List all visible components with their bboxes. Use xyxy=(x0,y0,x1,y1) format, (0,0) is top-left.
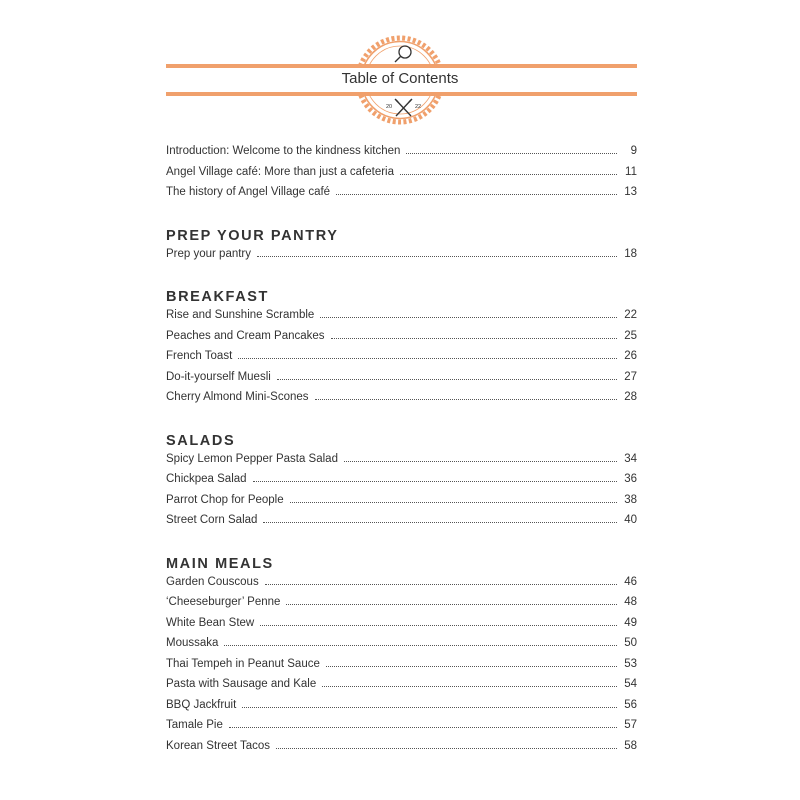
toc-section xyxy=(166,433,637,535)
toc-section xyxy=(166,289,637,412)
entry-title: French Toast xyxy=(166,350,233,362)
dot-leader xyxy=(406,152,617,154)
entry-title: Korean Street Tacos xyxy=(166,739,270,752)
dot-leader xyxy=(238,357,617,359)
dot-leader xyxy=(277,378,617,380)
toc-entry[interactable] xyxy=(166,309,637,330)
dot-leader xyxy=(331,337,617,339)
page-number: 22 xyxy=(624,309,637,321)
toc-entry[interactable] xyxy=(166,637,637,658)
page-number: 46 xyxy=(624,575,637,588)
entry-title: Cherry Almond Mini-Scones xyxy=(166,391,309,403)
dot-leader xyxy=(229,726,617,728)
dot-leader xyxy=(242,706,617,708)
entry-title: Tamale Pie xyxy=(166,719,223,731)
entry-title: Moussaka xyxy=(166,637,219,649)
page-number: 11 xyxy=(625,165,637,178)
toc-entry[interactable] xyxy=(166,576,637,597)
dot-leader xyxy=(260,624,617,626)
entry-title: Do-it-yourself Muesli xyxy=(166,370,271,383)
entry-title: Spicy Lemon Pepper Pasta Salad xyxy=(166,452,338,465)
toc-entry[interactable] xyxy=(166,617,637,638)
section-heading: PREP YOUR PANTRY xyxy=(166,227,339,244)
entry-title: Street Corn Salad xyxy=(166,514,258,526)
dot-leader xyxy=(336,193,617,195)
entry-title: Pasta with Sausage and Kale xyxy=(166,678,317,690)
toc-entry[interactable] xyxy=(166,473,637,494)
dot-leader xyxy=(326,665,617,667)
page-number: 28 xyxy=(624,391,637,403)
entry-title: ‘Cheeseburger’ Penne xyxy=(166,596,281,608)
page-number: 57 xyxy=(624,719,637,731)
page-number: 58 xyxy=(624,739,637,752)
toc-entry[interactable] xyxy=(166,330,637,351)
page-number: 54 xyxy=(624,678,637,690)
toc-entry[interactable] xyxy=(166,391,637,412)
entry-title: Introduction: Welcome to the kindness kitchen xyxy=(166,145,401,157)
dot-leader xyxy=(286,603,617,605)
toc-entry[interactable] xyxy=(166,596,637,617)
page-number: 25 xyxy=(624,329,637,342)
toc-entry[interactable] xyxy=(166,678,637,699)
section-heading: BREAKFAST xyxy=(166,289,270,305)
dot-leader xyxy=(253,480,617,482)
toc-section xyxy=(166,228,637,269)
dot-leader xyxy=(290,501,617,503)
entry-title: Chickpea Salad xyxy=(166,473,247,485)
toc-entry[interactable] xyxy=(166,350,637,371)
dot-leader xyxy=(257,255,617,257)
page-number: 9 xyxy=(630,145,637,157)
dot-leader xyxy=(315,398,617,400)
dot-leader xyxy=(265,583,617,585)
toc-entry[interactable] xyxy=(166,658,637,679)
entry-title: Peaches and Cream Pancakes xyxy=(166,329,325,342)
toc-entry[interactable] xyxy=(166,699,637,720)
toc-entry[interactable] xyxy=(166,371,637,392)
dot-leader xyxy=(224,644,617,646)
toc-entry[interactable] xyxy=(166,719,637,740)
page-number: 26 xyxy=(624,350,637,362)
toc-entry[interactable] xyxy=(166,145,637,166)
entry-title: Prep your pantry xyxy=(166,247,252,260)
dot-leader xyxy=(344,460,617,462)
page-number: 48 xyxy=(624,596,637,608)
page-number: 27 xyxy=(624,370,637,383)
page-number: 49 xyxy=(624,616,637,629)
entry-title: Thai Tempeh in Peanut Sauce xyxy=(166,657,320,670)
toc-entry[interactable] xyxy=(166,740,637,761)
entry-title: White Bean Stew xyxy=(166,616,255,629)
entry-title: Parrot Chop for People xyxy=(166,493,284,506)
entry-title: BBQ Jackfruit xyxy=(166,698,237,711)
sections-list xyxy=(166,228,637,761)
toc-entry[interactable] xyxy=(166,453,637,474)
toc-section xyxy=(166,556,637,761)
section-heading: SALADS xyxy=(166,432,236,449)
header-emblem xyxy=(0,0,800,140)
intro-list xyxy=(166,145,637,207)
page-number: 36 xyxy=(624,473,637,485)
dot-leader xyxy=(320,316,617,318)
toc-title: Table of Contents xyxy=(341,70,459,87)
toc-entry[interactable] xyxy=(166,494,637,515)
page-number: 56 xyxy=(624,698,637,711)
section-heading: MAIN MEALS xyxy=(166,555,274,572)
page-number: 38 xyxy=(624,493,637,506)
emblem-year-left: 20 xyxy=(386,104,393,110)
dot-leader xyxy=(276,747,617,749)
table-of-contents xyxy=(166,145,637,760)
dot-leader xyxy=(263,521,617,523)
dot-leader xyxy=(400,173,617,175)
page-number: 53 xyxy=(624,657,637,670)
page-number: 34 xyxy=(624,452,637,465)
toc-entry[interactable] xyxy=(166,186,637,207)
entry-title: Rise and Sunshine Scramble xyxy=(166,309,315,321)
entry-title: The history of Angel Village café xyxy=(166,186,331,198)
page-number: 18 xyxy=(624,247,637,260)
emblem-year-right: 22 xyxy=(415,104,422,110)
toc-entry[interactable] xyxy=(166,248,637,269)
page-number: 13 xyxy=(624,186,637,198)
page-number: 40 xyxy=(624,514,637,526)
toc-entry[interactable] xyxy=(166,514,637,535)
page-number: 50 xyxy=(624,637,637,649)
entry-title: Garden Couscous xyxy=(166,575,259,588)
dot-leader xyxy=(322,685,617,687)
entry-title: Angel Village café: More than just a cafeteria xyxy=(166,165,395,178)
toc-entry[interactable] xyxy=(166,166,637,187)
